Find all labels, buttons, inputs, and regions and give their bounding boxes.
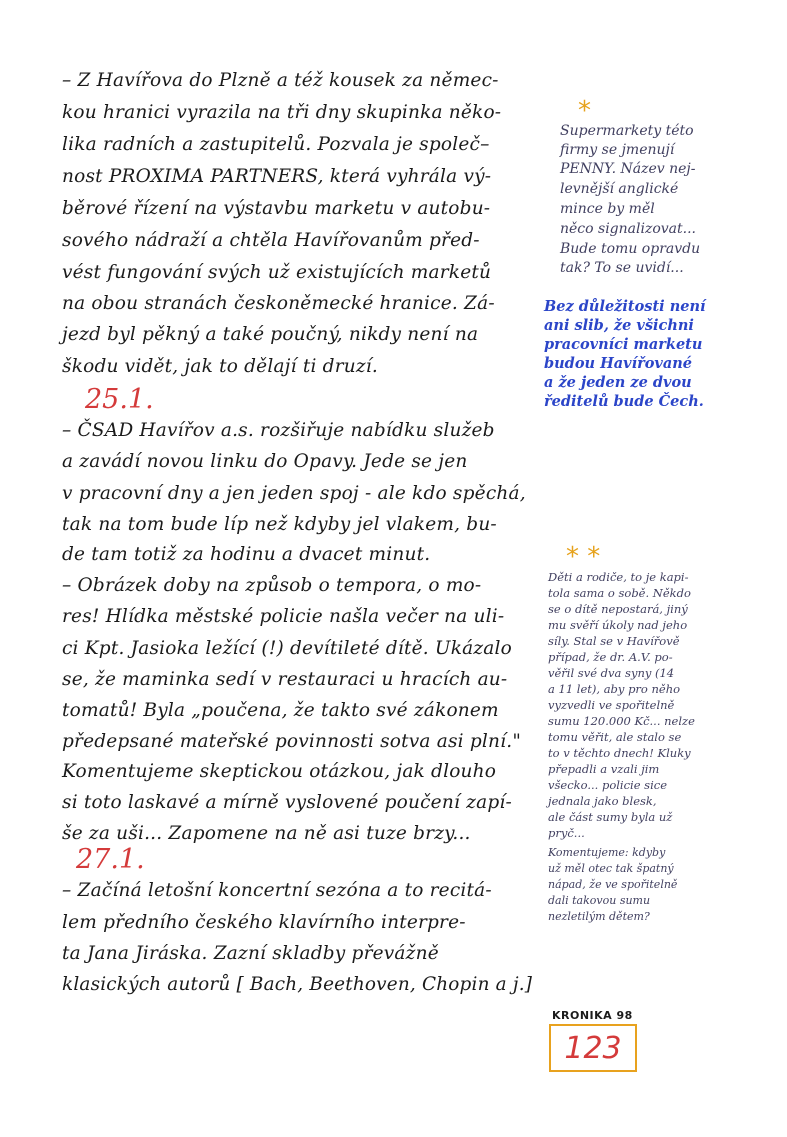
side-note-line: a že jeden ze dvou bbox=[544, 374, 692, 391]
side-note-line: pryč... bbox=[548, 826, 585, 840]
page-number-box bbox=[549, 1024, 637, 1072]
side-note-line: vyzvedli ve spořitelně bbox=[548, 698, 675, 712]
side-note-line: tola sama o sobě. Někdo bbox=[548, 586, 691, 600]
text-line: tomatů! Byla „poučena, že takto své zákonem bbox=[62, 700, 499, 721]
side-note-line: Komentujeme: kdyby bbox=[548, 846, 666, 859]
text-line: škodu vidět, jak to dělají ti druzí. bbox=[62, 356, 378, 377]
chronicle-label: KRONIKA 98 bbox=[552, 1009, 633, 1022]
side-note-line: to v těchto dnech! Kluky bbox=[548, 746, 691, 760]
text-line: – Obrázek doby na způsob o tempora, o mo- bbox=[62, 575, 482, 596]
text-line: nost PROXIMA PARTNERS, která vyhrála vý- bbox=[62, 166, 492, 187]
text-line: – Z Havířova do Plzně a též kousek za němec- bbox=[62, 70, 499, 91]
side-note-line: se o dítě nepostará, jiný bbox=[548, 602, 688, 616]
side-note-line: nezletilým dětem? bbox=[548, 910, 650, 923]
text-line: – Začíná letošní koncertní sezóna a to recitá- bbox=[62, 880, 492, 901]
side-note-line: věřil své dva syny (14 bbox=[548, 666, 675, 680]
text-line: se, že maminka sedí v restauraci u hracích au- bbox=[62, 669, 508, 690]
side-note-line: pracovníci marketu bbox=[544, 336, 703, 353]
text-line: klasických autorů [ Bach, Beethoven, Chopin a j.] bbox=[62, 974, 533, 995]
side-note-line: něco signalizovat... bbox=[560, 221, 697, 237]
side-note-line: budou Havířované bbox=[544, 355, 693, 372]
side-note-line: případ, že dr. A.V. po- bbox=[548, 650, 673, 664]
side-note-line: Bez důležitosti není bbox=[544, 298, 706, 315]
text-line: lem předního českého klavírního interpre- bbox=[62, 912, 466, 933]
text-line: – ČSAD Havířov a.s. rozšiřuje nabídku služeb bbox=[62, 420, 495, 441]
side-note-line: ředitelů bude Čech. bbox=[544, 393, 704, 410]
side-note-line: už měl otec tak špatný bbox=[548, 862, 674, 875]
side-note-line: tak? To se uvidí... bbox=[560, 260, 684, 276]
text-line: de tam totiž za hodinu a dvacet minut. bbox=[62, 544, 431, 565]
text-line: vést fungování svých už existujících marketů bbox=[62, 262, 492, 283]
text-line: běrové řízení na výstavbu marketu v autobu- bbox=[62, 198, 491, 219]
side-note-line: PENNY. Název nej- bbox=[560, 161, 696, 177]
text-line: a zavádí novou linku do Opavy. Jede se jen bbox=[62, 451, 468, 472]
side-note-line: mince by měl bbox=[560, 201, 655, 217]
page-number: 123 bbox=[564, 1030, 622, 1066]
text-line: v pracovní dny a jen jeden spoj - ale kdo spěchá, bbox=[62, 483, 526, 504]
side-note-line: ale část sumy byla už bbox=[548, 810, 673, 824]
side-note-line: všecko... policie sice bbox=[548, 778, 668, 792]
side-note-line: ani slib, že všichni bbox=[544, 317, 694, 334]
side-note-line: sumu 120.000 Kč... nelze bbox=[548, 714, 695, 728]
double-asterisk-marker: * * bbox=[566, 542, 601, 572]
side-note-line: firmy se jmenují bbox=[560, 142, 675, 158]
text-line: tak na tom bude líp než kdyby jel vlakem, bu- bbox=[62, 514, 497, 535]
date-heading: 25.1. bbox=[85, 384, 154, 415]
side-note-line: levnější anglické bbox=[560, 181, 679, 197]
text-line: na obou stranách českoněmecké hranice. Zá- bbox=[62, 293, 495, 314]
side-note-line: Supermarkety této bbox=[560, 123, 694, 139]
text-line: lika radních a zastupitelů. Pozvala je společ– bbox=[62, 134, 490, 155]
text-line: še za uši... Zapomene na ně asi tuze brzy... bbox=[62, 823, 471, 844]
side-note-line: přepadli a vzali jim bbox=[548, 762, 660, 776]
side-note-line: nápad, že ve spořitelně bbox=[548, 878, 678, 891]
date-heading: 27.1. bbox=[76, 844, 145, 875]
text-line: ci Kpt. Jasioka ležící (!) devítileté dítě. Ukázalo bbox=[62, 638, 512, 659]
text-line: jezd byl pěkný a také poučný, nikdy není na bbox=[62, 324, 479, 345]
text-line: res! Hlídka městské policie našla večer na uli- bbox=[62, 606, 505, 627]
text-line: sového nádraží a chtěla Havířovanům před- bbox=[62, 230, 480, 251]
side-note-line: síly. Stal se v Havířově bbox=[548, 634, 680, 648]
text-line: ta Jana Jiráska. Zazní skladby převážně bbox=[62, 943, 439, 964]
side-note-line: tomu věřit, ale stalo se bbox=[548, 730, 682, 744]
side-note-line: a 11 let), aby pro něho bbox=[548, 682, 681, 696]
side-note-line: dali takovou sumu bbox=[548, 894, 651, 907]
text-line: Komentujeme skeptickou otázkou, jak dlouho bbox=[62, 761, 497, 782]
text-line: kou hranici vyrazila na tři dny skupinka něko- bbox=[62, 102, 502, 123]
side-note-line: jednala jako blesk, bbox=[548, 794, 657, 808]
text-line: předepsané mateřské povinnosti sotva asi plní." bbox=[62, 731, 522, 752]
asterisk-marker: * bbox=[578, 96, 591, 126]
side-note-line: Děti a rodiče, to je kapi- bbox=[548, 570, 689, 584]
text-line: si toto laskavé a mírně vyslovené poučení zapí- bbox=[62, 792, 512, 813]
side-note-line: mu svěří úkoly nad jeho bbox=[548, 618, 688, 632]
side-note-line: Bude tomu opravdu bbox=[560, 241, 701, 257]
